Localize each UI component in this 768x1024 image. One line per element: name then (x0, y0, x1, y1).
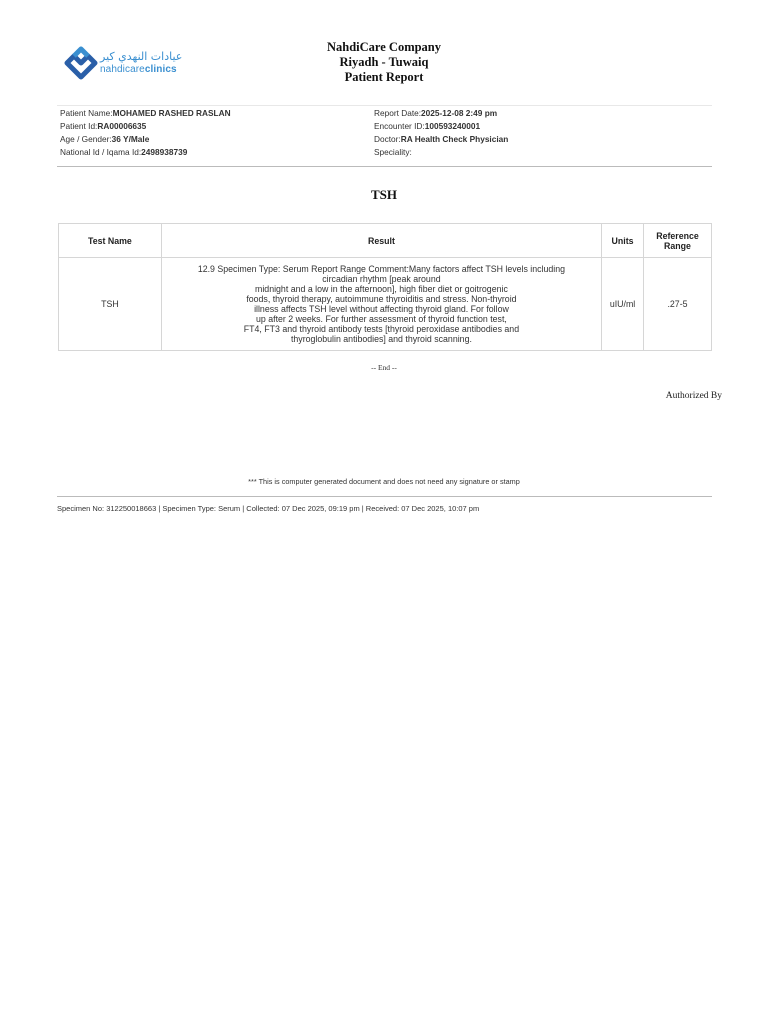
national-id-row (60, 147, 187, 157)
national-id-value: 2498938739 (141, 147, 188, 157)
results-table (58, 223, 712, 351)
result-line: FT4, FT3 and thyroid antibody tests [thyroid peroxidase antibodies and (243, 324, 520, 334)
header-divider (57, 105, 712, 106)
result-line: thyroglobulin antibodies] and thyroid scanning. (290, 334, 472, 344)
header-reference-range (644, 224, 712, 258)
patient-name-row (60, 108, 231, 118)
result-line: foods, thyroid therapy, autoimmune thyroiditis and stress. Non-thyroid (246, 294, 517, 304)
speciality-row (374, 147, 412, 157)
report-date-value: 2025-12-08 2:49 pm (421, 108, 498, 118)
header-units: Units (602, 224, 644, 258)
logo-clinics: clinics (144, 64, 177, 75)
disclaimer-note: *** This is computer generated document and does not need any signature or stamp (248, 477, 520, 486)
header-result: Result (161, 224, 601, 258)
logo-arabic-text: عيادات النهدي كير (100, 50, 183, 63)
patient-id-row (60, 121, 146, 131)
report-date-label: Report Date: (374, 108, 422, 118)
table-header-row (59, 224, 712, 258)
report-heading: Patient Report (344, 70, 424, 84)
national-id-label: National Id / Iqama Id: (60, 147, 142, 157)
result-line: circadian rhythm [peak around (322, 274, 441, 284)
table-row (59, 258, 712, 351)
result-line: illness affects TSH level without affecting thyroid gland. For follow (254, 304, 509, 314)
specimen-footer: Specimen No: 312250018663 | Specimen Type: Serum | Collected: 07 Dec 2025, 09:19 pm | Received: 07 Dec 2025, 10:07 pm (57, 504, 480, 513)
cell-result (161, 258, 601, 351)
result-line: up after 2 weeks. For further assessment of thyroid function test, (256, 314, 507, 324)
cell-units: uIU/ml (602, 258, 644, 351)
footer-divider (57, 496, 712, 497)
info-divider (57, 166, 712, 167)
test-title: TSH (370, 187, 397, 202)
speciality-label: Speciality: (374, 147, 412, 157)
encounter-id-value: 100593240001 (424, 121, 481, 131)
logo-care: care (124, 64, 145, 75)
authorized-by: Authorized By (665, 391, 722, 401)
header-test-name: Test Name (59, 224, 162, 258)
patient-name-value: MOHAMED RASHED RASLAN (112, 108, 231, 118)
age-gender-label: Age / Gender: (60, 134, 112, 144)
doctor-row (374, 134, 508, 144)
patient-id-label: Patient Id: (60, 121, 98, 131)
encounter-id-label: Encounter ID: (374, 121, 425, 131)
patient-name-label: Patient Name: (60, 108, 113, 118)
cell-reference-range: .27-5 (644, 258, 712, 351)
result-line: 12.9 Specimen Type: Serum Report Range Comment:Many factors affect TSH levels including (197, 264, 566, 274)
doctor-value: RA Health Check Physician (400, 134, 509, 144)
result-line: midnight and a low in the afternoon], high fiber diet or goitrogenic (255, 284, 508, 294)
encounter-id-row (374, 121, 480, 131)
end-marker: -- End -- (371, 363, 397, 372)
age-gender-value: 36 Y/Male (111, 134, 150, 144)
report-date-row (374, 108, 497, 118)
header-reference-range-text: Reference Range (656, 230, 699, 251)
company-name: NahdiCare Company (326, 40, 442, 54)
company-location: Riyadh - Tuwaiq (339, 55, 429, 69)
age-gender-row (60, 134, 149, 144)
cell-test-name: TSH (59, 258, 162, 351)
logo-nahdi: nahdi (100, 64, 125, 75)
patient-id-value: RA00006635 (97, 121, 147, 131)
result-comment (163, 264, 600, 344)
doctor-label: Doctor: (374, 134, 401, 144)
